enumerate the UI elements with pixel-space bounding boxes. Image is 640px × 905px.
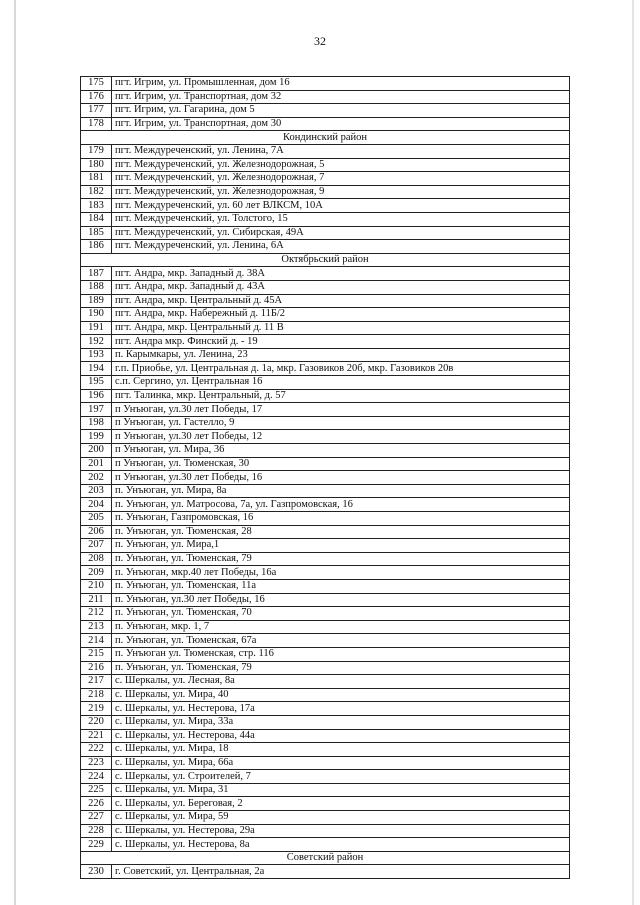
table-row — [81, 512, 570, 526]
row-number: 176 — [81, 90, 112, 104]
row-number: 194 — [81, 362, 112, 376]
row-address: с. Шеркалы, ул. Нестерова, 8а — [112, 838, 570, 852]
row-number: 199 — [81, 430, 112, 444]
row-number: 189 — [81, 294, 112, 308]
table-row — [81, 525, 570, 539]
row-number: 230 — [81, 865, 112, 879]
row-address: п. Унъюган, мкр. 1, 7 — [112, 620, 570, 634]
table-row — [81, 593, 570, 607]
row-address: с. Шеркалы, ул. Мира, 18 — [112, 743, 570, 757]
table-row — [81, 783, 570, 797]
row-address: с. Шеркалы, ул. Мира, 40 — [112, 688, 570, 702]
row-number: 214 — [81, 634, 112, 648]
row-address: с. Шеркалы, ул. Нестерова, 17а — [112, 702, 570, 716]
table-row — [81, 471, 570, 485]
table-row — [81, 158, 570, 172]
row-number: 182 — [81, 185, 112, 199]
row-address: г.п. Приобье, ул. Центральная д. 1а, мкр. Газовиков 20б, мкр. Газовиков 20в — [112, 362, 570, 376]
table-row — [81, 539, 570, 553]
row-address: г. Советский, ул. Центральная, 2а — [112, 865, 570, 879]
table-row — [81, 117, 570, 131]
table-row — [81, 770, 570, 784]
row-address: пгт. Андра, мкр. Центральный д. 45А — [112, 294, 570, 308]
table-row — [81, 811, 570, 825]
table-row — [81, 743, 570, 757]
row-number: 208 — [81, 552, 112, 566]
district-header-row — [81, 253, 570, 267]
row-address: с. Шеркалы, ул. Нестерова, 44а — [112, 729, 570, 743]
row-number: 191 — [81, 321, 112, 335]
table-row — [81, 457, 570, 471]
row-address: п. Унъюган, ул. Матросова, 7а, ул. Газпромовская, 16 — [112, 498, 570, 512]
table-row — [81, 389, 570, 403]
row-address: пгт. Междуреченский, ул. Железнодорожная, 5 — [112, 158, 570, 172]
row-address: пгт. Игрим, ул. Транспортная, дом 30 — [112, 117, 570, 131]
table-row — [81, 212, 570, 226]
row-address: п. Унъюган, ул. Тюменская, 70 — [112, 607, 570, 621]
table-row — [81, 362, 570, 376]
table-row — [81, 865, 570, 879]
row-address: п Унъюган, ул. Гастелло, 9 — [112, 416, 570, 430]
table-row — [81, 226, 570, 240]
table-row — [81, 675, 570, 689]
table-row — [81, 199, 570, 213]
row-address: пгт. Андра, мкр. Центральный д. 11 В — [112, 321, 570, 335]
district-name: Октябрьский район — [81, 253, 570, 267]
row-number: 188 — [81, 280, 112, 294]
row-number: 221 — [81, 729, 112, 743]
row-number: 198 — [81, 416, 112, 430]
row-number: 210 — [81, 579, 112, 593]
table-row — [81, 838, 570, 852]
row-number: 215 — [81, 647, 112, 661]
row-address: пгт. Междуреченский, ул. Ленина, 7А — [112, 144, 570, 158]
row-address: пгт. Междуреченский, ул. Железнодорожная, 7 — [112, 172, 570, 186]
row-number: 218 — [81, 688, 112, 702]
row-address: с. Шеркалы, ул. Мира, 59 — [112, 811, 570, 825]
row-number: 184 — [81, 212, 112, 226]
table-row — [81, 267, 570, 281]
row-number: 228 — [81, 824, 112, 838]
table-row — [81, 376, 570, 390]
row-number: 217 — [81, 675, 112, 689]
row-address: п Унъюган, ул.30 лет Победы, 16 — [112, 471, 570, 485]
row-number: 204 — [81, 498, 112, 512]
table-row — [81, 647, 570, 661]
table-row — [81, 484, 570, 498]
row-address: п Унъюган, ул.30 лет Победы, 17 — [112, 403, 570, 417]
table-row — [81, 90, 570, 104]
table-row — [81, 702, 570, 716]
district-name: Кондинский район — [81, 131, 570, 145]
row-address: п Унъюган, ул. Мира, 36 — [112, 444, 570, 458]
row-address: с. Шеркалы, ул. Строителей, 7 — [112, 770, 570, 784]
address-table — [80, 76, 570, 879]
page-number: 32 — [314, 34, 326, 48]
district-header-row — [81, 851, 570, 865]
row-address: с. Шеркалы, ул. Береговая, 2 — [112, 797, 570, 811]
row-number: 203 — [81, 484, 112, 498]
row-address: пгт. Междуреченский, ул. Ленина, 6А — [112, 240, 570, 254]
row-number: 205 — [81, 512, 112, 526]
row-address: п. Унъюган, ул. Тюменская, 11а — [112, 579, 570, 593]
table-row — [81, 620, 570, 634]
row-address: п. Унъюган, мкр.40 лет Победы, 16а — [112, 566, 570, 580]
row-number: 201 — [81, 457, 112, 471]
row-number: 195 — [81, 376, 112, 390]
row-address: с. Шеркалы, ул. Нестерова, 29а — [112, 824, 570, 838]
row-address: с. Шеркалы, ул. Лесная, 8а — [112, 675, 570, 689]
row-address: п Унъюган, ул.30 лет Победы, 12 — [112, 430, 570, 444]
table-row — [81, 756, 570, 770]
district-header-row — [81, 131, 570, 145]
row-address: пгт. Междуреченский, ул. Толстого, 15 — [112, 212, 570, 226]
row-number: 219 — [81, 702, 112, 716]
row-number: 222 — [81, 743, 112, 757]
row-number: 196 — [81, 389, 112, 403]
table-row — [81, 552, 570, 566]
table-row — [81, 416, 570, 430]
table-row — [81, 729, 570, 743]
row-number: 224 — [81, 770, 112, 784]
table-row — [81, 77, 570, 91]
row-address: пгт. Междуреченский, ул. Железнодорожная, 9 — [112, 185, 570, 199]
row-address: пгт. Талинка, мкр. Центральный, д. 57 — [112, 389, 570, 403]
table-row — [81, 715, 570, 729]
row-number: 200 — [81, 444, 112, 458]
table-row — [81, 104, 570, 118]
row-number: 175 — [81, 77, 112, 91]
row-address: пгт. Игрим, ул. Транспортная, дом 32 — [112, 90, 570, 104]
table-row — [81, 321, 570, 335]
row-number: 180 — [81, 158, 112, 172]
table-row — [81, 240, 570, 254]
row-address: п. Унъюган, ул.30 лет Победы, 16 — [112, 593, 570, 607]
row-address: п. Унъюган, ул. Тюменская, 67а — [112, 634, 570, 648]
row-address: с. Шеркалы, ул. Мира, 66а — [112, 756, 570, 770]
row-number: 212 — [81, 607, 112, 621]
row-number: 179 — [81, 144, 112, 158]
row-number: 193 — [81, 348, 112, 362]
table-row — [81, 185, 570, 199]
row-number: 181 — [81, 172, 112, 186]
row-number: 216 — [81, 661, 112, 675]
row-address: пгт. Андра мкр. Финский д. - 19 — [112, 335, 570, 349]
row-number: 207 — [81, 539, 112, 553]
row-address: п. Унъюган, ул. Мира,1 — [112, 539, 570, 553]
row-number: 227 — [81, 811, 112, 825]
row-number: 211 — [81, 593, 112, 607]
row-number: 202 — [81, 471, 112, 485]
row-number: 190 — [81, 308, 112, 322]
table-row — [81, 172, 570, 186]
row-address: пгт. Игрим, ул. Гагарина, дом 5 — [112, 104, 570, 118]
row-number: 178 — [81, 117, 112, 131]
row-number: 229 — [81, 838, 112, 852]
row-address: п. Унъюган, Газпромовская, 16 — [112, 512, 570, 526]
table-row — [81, 144, 570, 158]
row-number: 223 — [81, 756, 112, 770]
row-address: п. Унъюган, ул. Мира, 8а — [112, 484, 570, 498]
row-number: 197 — [81, 403, 112, 417]
row-number: 213 — [81, 620, 112, 634]
table-row — [81, 607, 570, 621]
row-address: п. Унъюган, ул. Тюменская, 79 — [112, 661, 570, 675]
row-number: 192 — [81, 335, 112, 349]
table-row — [81, 308, 570, 322]
row-address: пгт. Андра, мкр. Набережный д. 11Б/2 — [112, 308, 570, 322]
table-row — [81, 688, 570, 702]
row-address: пгт. Андра, мкр. Западный д. 43А — [112, 280, 570, 294]
table-row — [81, 634, 570, 648]
row-address: п Унъюган, ул. Тюменская, 30 — [112, 457, 570, 471]
row-address: п. Унъюган ул. Тюменская, стр. 116 — [112, 647, 570, 661]
table-row — [81, 444, 570, 458]
row-address: пгт. Междуреченский, ул. Сибирская, 49А — [112, 226, 570, 240]
table-row — [81, 430, 570, 444]
row-number: 177 — [81, 104, 112, 118]
row-address: п. Унъюган, ул. Тюменская, 28 — [112, 525, 570, 539]
table-row — [81, 335, 570, 349]
row-address: с. Шеркалы, ул. Мира, 31 — [112, 783, 570, 797]
table-row — [81, 661, 570, 675]
row-number: 185 — [81, 226, 112, 240]
row-address: с.п. Сергино, ул. Центральная 16 — [112, 376, 570, 390]
row-address: п. Карымкары, ул. Ленина, 23 — [112, 348, 570, 362]
row-number: 183 — [81, 199, 112, 213]
row-number: 187 — [81, 267, 112, 281]
table-row — [81, 797, 570, 811]
row-address: с. Шеркалы, ул. Мира, 33а — [112, 715, 570, 729]
table-row — [81, 280, 570, 294]
scan-edge-left — [14, 0, 16, 905]
row-address: пгт. Междуреченский, ул. 60 лет ВЛКСМ, 10А — [112, 199, 570, 213]
row-number: 220 — [81, 715, 112, 729]
row-number: 226 — [81, 797, 112, 811]
table-row — [81, 294, 570, 308]
table-row — [81, 403, 570, 417]
table-row — [81, 579, 570, 593]
table-row — [81, 824, 570, 838]
scan-edge-right — [632, 0, 634, 905]
address-table-body — [81, 77, 570, 879]
table-row — [81, 498, 570, 512]
row-number: 186 — [81, 240, 112, 254]
table-row — [81, 348, 570, 362]
district-name: Советский район — [81, 851, 570, 865]
row-address: п. Унъюган, ул. Тюменская, 79 — [112, 552, 570, 566]
row-number: 206 — [81, 525, 112, 539]
row-number: 209 — [81, 566, 112, 580]
row-address: пгт. Игрим, ул. Промышленная, дом 16 — [112, 77, 570, 91]
row-number: 225 — [81, 783, 112, 797]
row-address: пгт. Андра, мкр. Западный д. 38А — [112, 267, 570, 281]
table-row — [81, 566, 570, 580]
